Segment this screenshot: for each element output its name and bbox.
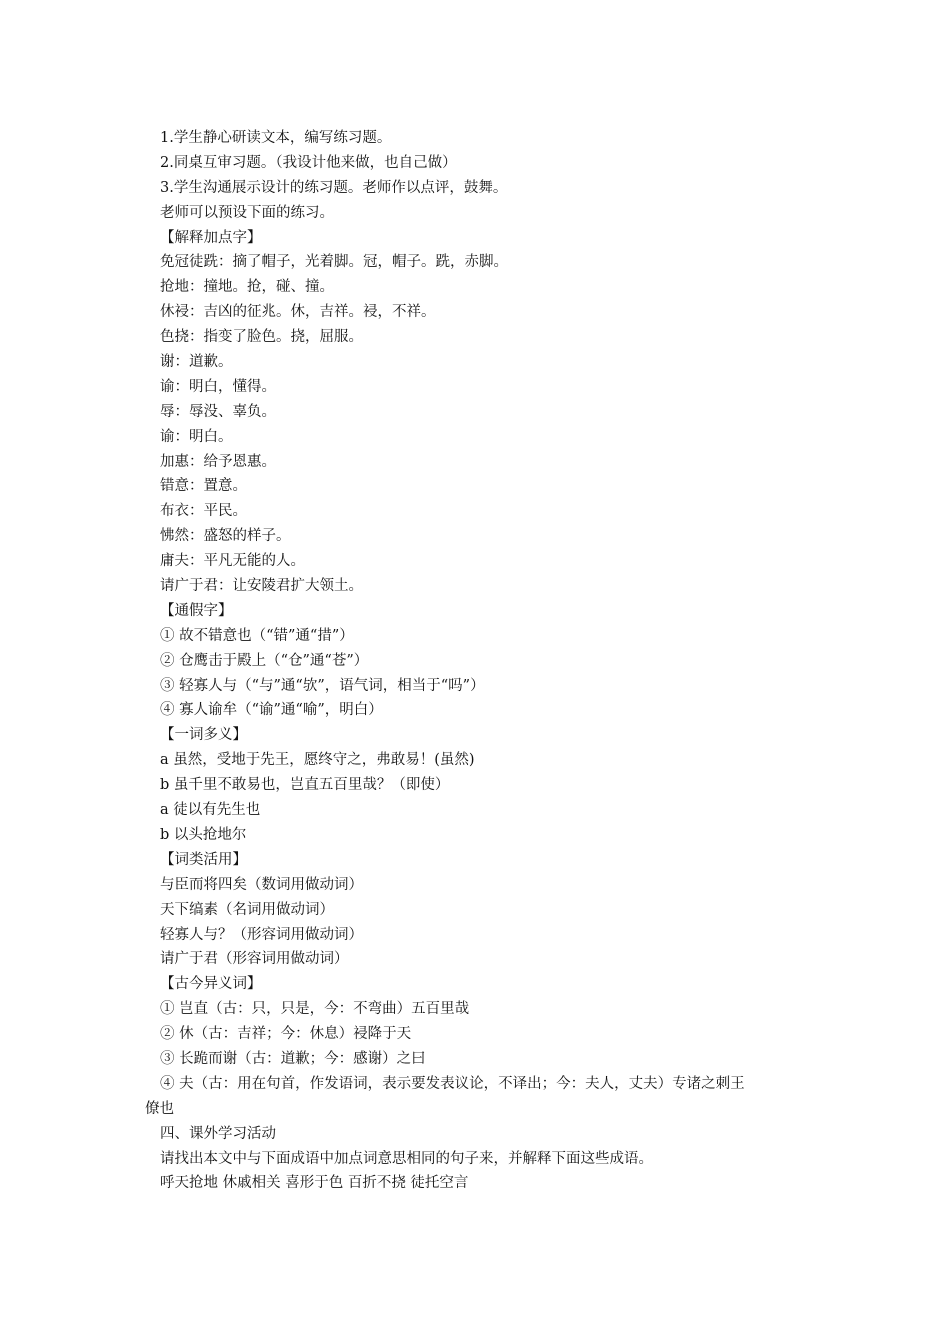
- text-line: 请找出本文中与下面成语中加点词意思相同的句子来，并解释下面这些成语。: [160, 1150, 653, 1167]
- text-line: ④ 寡人谕牟（“谕”通“喻”，明白）: [160, 702, 383, 719]
- text-line: ③ 长跪而谢（古：道歉；今：感谢）之曰: [160, 1050, 426, 1067]
- text-line: 1.学生静心研读文本，编写练习题。: [160, 130, 392, 146]
- text-line: a 虽然，受地于先王，愿终守之，弗敢易！(虽然): [160, 752, 475, 769]
- text-line: 布衣：平民。: [160, 503, 247, 520]
- section-heading: 【解释加点字】: [160, 229, 262, 246]
- text-line: 错意：置意。: [160, 478, 247, 495]
- text-line: 谕：明白。: [160, 428, 233, 445]
- text-line: 谕：明白，懂得。: [160, 378, 276, 395]
- text-line: 僚也: [145, 1100, 174, 1117]
- text-line: b 以头抢地尔: [160, 826, 247, 843]
- text-line: a 徒以有先生也: [160, 802, 261, 819]
- text-line: 怫然：盛怒的样子。: [160, 528, 291, 545]
- text-line: 轻寡人与？（形容词用做动词）: [160, 926, 363, 943]
- text-line: 请广于君（形容词用做动词）: [160, 951, 349, 968]
- section-heading: 【一词多义】: [160, 727, 247, 744]
- text-line: 抢地：撞地。抢，碰、撞。: [160, 279, 334, 296]
- text-line: ④ 夫（古：用在句首，作发语词，表示要发表议论，不译出；今：夫人，丈夫）专诸之刺王: [160, 1075, 745, 1092]
- text-line: ② 仓鹰击于殿上（“仓”通“苍”）: [160, 652, 369, 669]
- text-line: b 虽千里不敢易也，岂直五百里哉？（即使）: [160, 777, 450, 794]
- section-heading: 【古今异义词】: [160, 976, 262, 993]
- section-heading: 【词类活用】: [160, 851, 247, 868]
- text-line: 与臣而将四矣（数词用做动词）: [160, 876, 363, 893]
- text-line: 老师可以预设下面的练习。: [160, 204, 334, 221]
- text-line: 庸夫：平凡无能的人。: [160, 553, 305, 570]
- text-line: 2.同桌互审习题。（我设计他来做，也自己做）: [160, 154, 457, 171]
- text-line: 3.学生沟通展示设计的练习题。老师作以点评，鼓舞。: [160, 179, 508, 196]
- text-line: 免冠徒跣：摘了帽子，光着脚。冠，帽子。跣，赤脚。: [160, 254, 508, 271]
- text-line: 色挠：指变了脸色。挠，屈服。: [160, 329, 363, 346]
- text-line: 请广于君：让安陵君扩大领土。: [160, 578, 363, 595]
- section-heading: 【通假字】: [160, 602, 233, 619]
- text-line: ② 休（古：吉祥；今：休息）祲降于天: [160, 1026, 412, 1043]
- text-line: ① 岂直（古：只，只是，今：不弯曲）五百里哉: [160, 1001, 470, 1018]
- text-line: ① 故不错意也（“错”通“措”）: [160, 627, 354, 644]
- text-line: 休祲：吉凶的征兆。休，吉祥。祲，不祥。: [160, 304, 436, 321]
- text-line: 辱：辱没、辜负。: [160, 403, 276, 420]
- text-line: 呼天抢地 休戚相关 喜形于色 百折不挠 徒托空言: [160, 1175, 469, 1192]
- text-line: 谢：道歉。: [160, 354, 233, 371]
- section-heading: 四、课外学习活动: [160, 1125, 276, 1142]
- text-line: 天下缟素（名词用做动词）: [160, 901, 334, 918]
- document-page: [0, 126, 950, 1196]
- text-line: ③ 轻寡人与（“与”通“欤”，语气词，相当于“吗”）: [160, 677, 485, 694]
- text-line: 加惠：给予恩惠。: [160, 453, 276, 470]
